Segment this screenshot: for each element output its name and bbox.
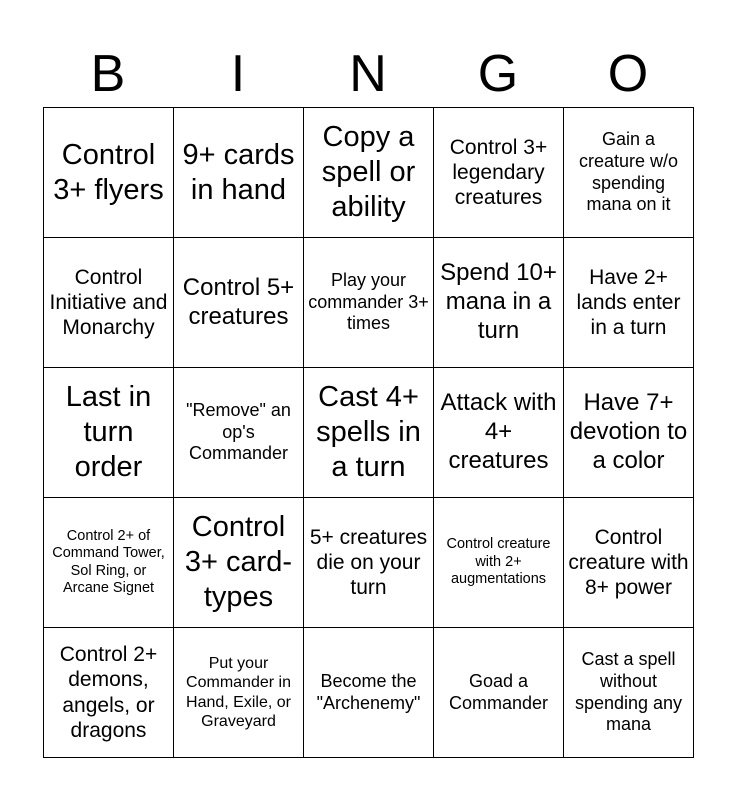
bingo-cell[interactable]: Control Initiative and Monarchy: [44, 238, 174, 368]
board-row: [44, 628, 694, 758]
bingo-cell[interactable]: Control 5+ creatures: [174, 238, 304, 368]
bingo-cell[interactable]: Control 2+ of Command Tower, Sol Ring, or Arcane Signet: [44, 498, 174, 628]
bingo-cell[interactable]: Last in turn order: [44, 368, 174, 498]
bingo-header: [43, 42, 693, 106]
bingo-cell[interactable]: Control 2+ demons, angels, or dragons: [44, 628, 174, 758]
bingo-cell[interactable]: Have 2+ lands enter in a turn: [564, 238, 694, 368]
bingo-cell[interactable]: Gain a creature w/o spending mana on it: [564, 108, 694, 238]
board-row: [44, 498, 694, 628]
header-letter-n: N: [349, 45, 387, 103]
bingo-cell[interactable]: Cast 4+ spells in a turn: [304, 368, 434, 498]
bingo-cell[interactable]: Control creature with 8+ power: [564, 498, 694, 628]
board-row: [44, 108, 694, 238]
header-letter-i: I: [230, 45, 246, 103]
bingo-cell[interactable]: Goad a Commander: [434, 628, 564, 758]
header-letter-b: B: [90, 45, 126, 103]
board-row: [44, 238, 694, 368]
bingo-cell[interactable]: Become the "Archenemy": [304, 628, 434, 758]
header-letter-g: G: [477, 45, 519, 103]
header-letter-o: O: [607, 45, 649, 103]
bingo-cell[interactable]: Spend 10+ mana in a turn: [434, 238, 564, 368]
bingo-cell[interactable]: Cast a spell without spending any mana: [564, 628, 694, 758]
bingo-cell[interactable]: "Remove" an op's Commander: [174, 368, 304, 498]
bingo-cell[interactable]: 5+ creatures die on your turn: [304, 498, 434, 628]
bingo-cell[interactable]: Copy a spell or ability: [304, 108, 434, 238]
bingo-cell[interactable]: Control 3+ legendary creatures: [434, 108, 564, 238]
bingo-cell[interactable]: Attack with 4+ creatures: [434, 368, 564, 498]
board-row: [44, 368, 694, 498]
bingo-cell[interactable]: Control creature with 2+ augmentations: [434, 498, 564, 628]
bingo-cell[interactable]: Have 7+ devotion to a color: [564, 368, 694, 498]
bingo-cell[interactable]: Play your commander 3+ times: [304, 238, 434, 368]
bingo-cell[interactable]: 9+ cards in hand: [174, 108, 304, 238]
bingo-board: [43, 107, 694, 758]
bingo-cell[interactable]: Control 3+ flyers: [44, 108, 174, 238]
bingo-cell[interactable]: Control 3+ card-types: [174, 498, 304, 628]
bingo-cell[interactable]: Put your Commander in Hand, Exile, or Graveyard: [174, 628, 304, 758]
